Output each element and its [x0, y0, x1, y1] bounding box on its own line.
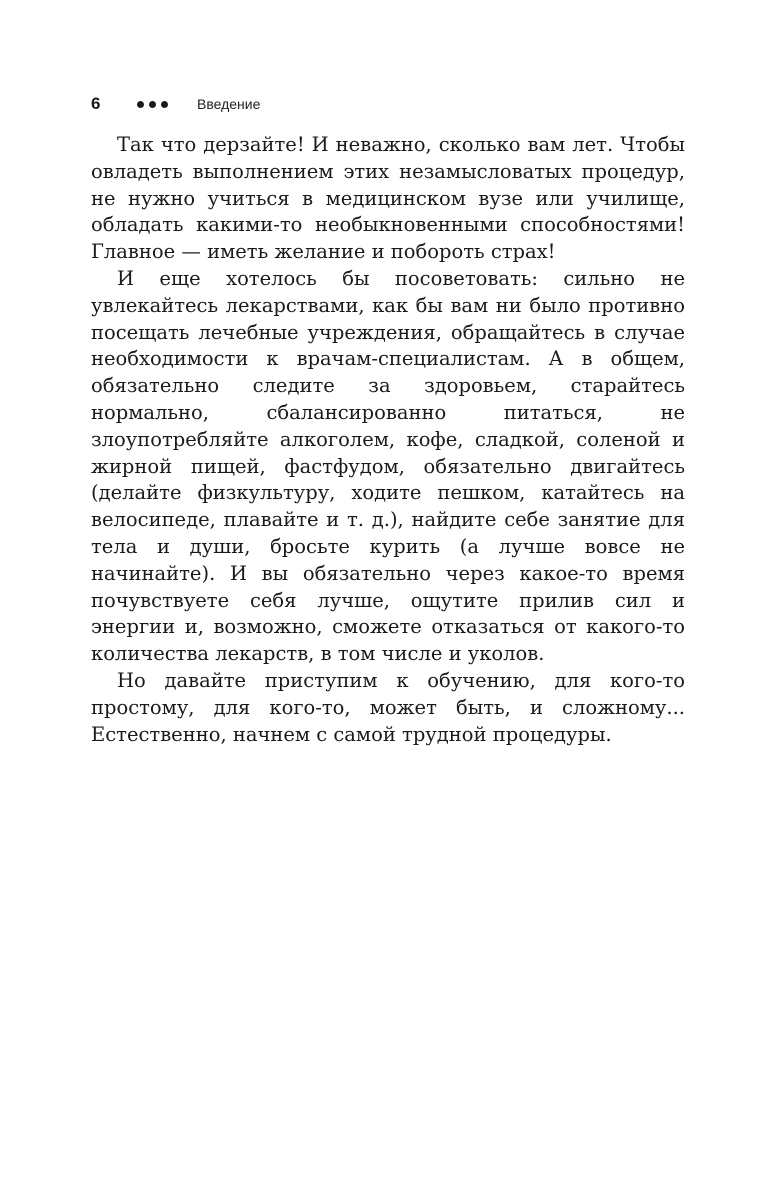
dot-icon [161, 101, 168, 108]
paragraph: И еще хотелось бы посоветовать: сильно не увлекайтесь лекарствами, как бы вам ни было противно посещать лечебные учреждения, обращайтесь в случае необходимости к врачам-специалистам. А в общем, обязательно следите за здоровьем, старайтесь нормально, сбалансированно питаться, не злоупотребляйте алкоголем, кофе, сладкой, соленой и жирной пищей, фастфудом, обязательно двигайтесь (делайте физкультуру, ходите пешком, катайтесь на велосипеде, плавайте и т. д.), найдите себе занятие для тела и души, бросьте курить (а лучше вовсе не начинайте). И вы обязательно через какое-то время почувствуете себя лучше, ощутите прилив сил и энергии и, возможно, сможете отказаться от какого-то количества лекарств, в том числе и уколов. [91, 266, 685, 666]
dot-icon [137, 101, 144, 108]
section-title: Введение [197, 96, 261, 112]
body-text [91, 132, 685, 748]
dot-icon [149, 101, 156, 108]
book-page [91, 90, 685, 748]
running-head [91, 90, 685, 118]
page-number: 6 [91, 94, 101, 113]
paragraph: Но давайте приступим к обучению, для кого-то простому, для кого-то, может быть, и сложному... Естественно, начнем с самой трудной процедуры. [91, 668, 685, 746]
paragraph: Так что дерзайте! И неважно, сколько вам лет. Чтобы овладеть выполнением этих незамысловатых процедур, не нужно учиться в медицинском вузе или училище, обладать какими-то необыкновенными способностями! Главное — иметь желание и побороть страх! [91, 133, 685, 264]
ornament-dots [137, 101, 197, 108]
